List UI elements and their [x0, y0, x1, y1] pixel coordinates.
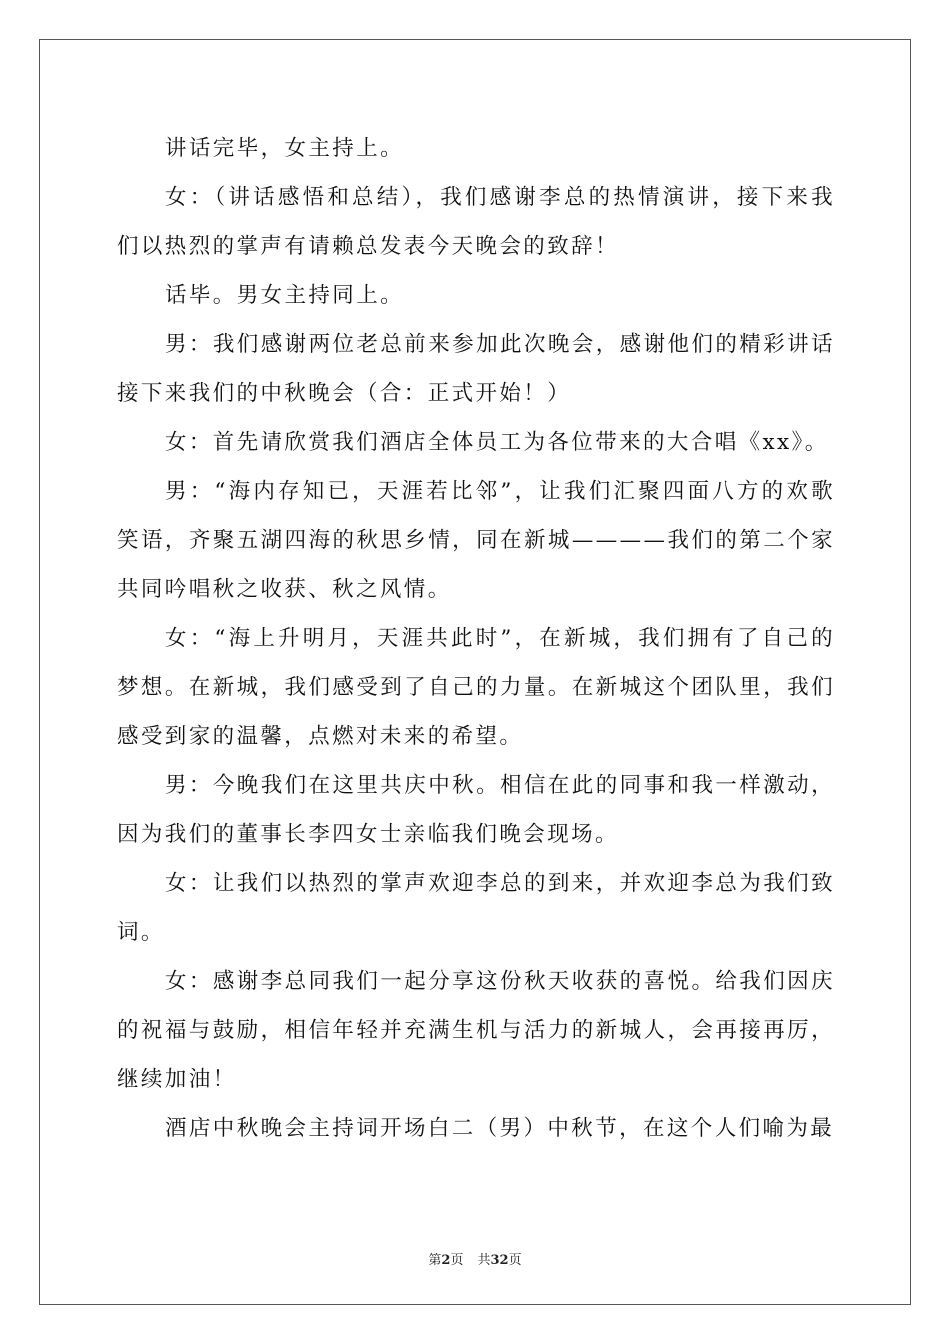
paragraph: 酒店中秋晚会主持词开场白二（男）中秋节，在这个人们喻为最	[165, 1116, 835, 1141]
total-pages: 32	[490, 1253, 509, 1268]
paragraph: 话毕。男女主持同上。	[165, 283, 405, 308]
paragraph: 女：感谢李总同我们一起分享这份秋天收获的喜悦。给我们因庆的祝福与鼓励，相信年轻并充满生机与活力的新城人，会再接再厉，继续加油！	[117, 969, 835, 1092]
paragraph: 男：“海内存知已，天涯若比邻”，让我们汇聚四面八方的欢歌笑语，齐聚五湖四海的秋思乡情，同在新城————我们的第二个家共同吟唱秋之收获、秋之风情。	[117, 479, 835, 602]
paragraph: 女：“海上升明月，天涯共此时”，在新城，我们拥有了自己的梦想。在新城，我们感受到了自己的力量。在新城这个团队里，我们感受到家的温馨，点燃对未来的希望。	[117, 626, 835, 749]
paragraph: 男：今晚我们在这里共庆中秋。相信在此的同事和我一样激动，因为我们的董事长李四女士亲临我们晚会现场。	[117, 773, 835, 847]
document-body	[117, 124, 835, 1153]
paragraph: 女：首先请欣赏我们酒店全体员工为各位带来的大合唱《xx》。	[165, 430, 829, 455]
paragraph: 男：我们感谢两位老总前来参加此次晚会，感谢他们的精彩讲话接下来我们的中秋晚会（合：正式开始！）	[117, 332, 835, 406]
page-prefix: 第	[428, 1253, 442, 1268]
paragraph: 女：让我们以热烈的掌声欢迎李总的到来，并欢迎李总为我们致词。	[117, 871, 835, 945]
page-number: 2	[441, 1253, 451, 1268]
page-suffix: 页	[450, 1253, 464, 1268]
total-suffix: 页	[508, 1253, 522, 1268]
page-footer	[0, 1249, 950, 1268]
total-prefix: 共	[477, 1253, 491, 1268]
paragraph: 讲话完毕，女主持上。	[165, 136, 405, 161]
paragraph: 女：（讲话感悟和总结），我们感谢李总的热情演讲，接下来我们以热烈的掌声有请赖总发表今天晚会的致辞！	[117, 185, 835, 259]
